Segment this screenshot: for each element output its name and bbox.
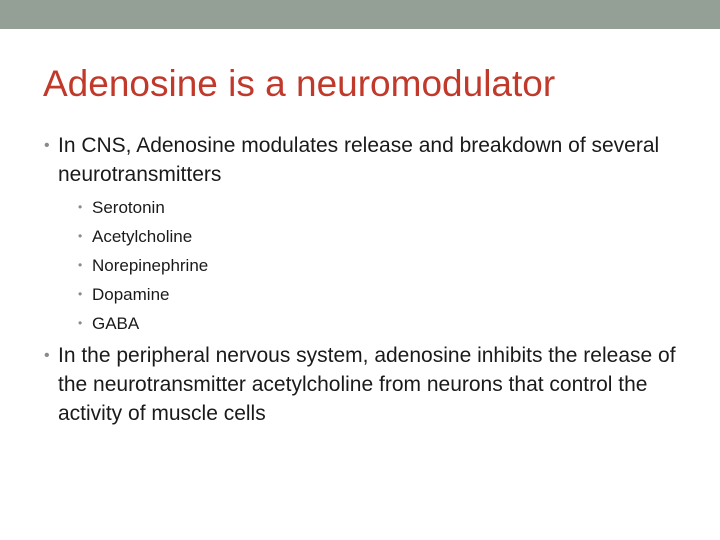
sub-item-acetylcholine — [78, 222, 684, 251]
bullet-list — [44, 131, 684, 428]
bullet-text: In the peripheral nervous system, adenosine inhibits the release of the neurotransmitter acetylcholine from neurons that control the activity of muscle cells — [58, 344, 676, 425]
top-accent-bar — [0, 0, 720, 29]
sub-item-text: Norepinephrine — [92, 256, 209, 275]
sub-bullet-dot-icon: • — [78, 229, 83, 243]
sub-bullet-dot-icon: • — [78, 287, 83, 301]
sub-item-dopamine — [78, 280, 684, 309]
sub-item-text: Acetylcholine — [92, 227, 193, 246]
bullet-dot-icon: • — [44, 137, 50, 154]
sub-item-norepinephrine — [78, 251, 684, 280]
bullet-text: In CNS, Adenosine modulates release and breakdown of several neurotransmitters — [58, 134, 660, 186]
neurotransmitter-sub-list — [58, 193, 684, 338]
bullet-dot-icon: • — [44, 347, 50, 364]
sub-item-text: GABA — [92, 314, 140, 333]
sub-bullet-dot-icon: • — [78, 200, 83, 214]
sub-item-text: Dopamine — [92, 285, 170, 304]
sub-item-serotonin — [78, 193, 684, 222]
sub-bullet-dot-icon: • — [78, 258, 83, 272]
bullet-item-peripheral — [44, 341, 684, 428]
bullet-item-cns — [44, 131, 684, 338]
slide-title: Adenosine is a neuromodulator — [43, 63, 556, 104]
sub-item-gaba — [78, 309, 684, 338]
sub-bullet-dot-icon: • — [78, 316, 83, 330]
sub-item-text: Serotonin — [92, 198, 165, 217]
